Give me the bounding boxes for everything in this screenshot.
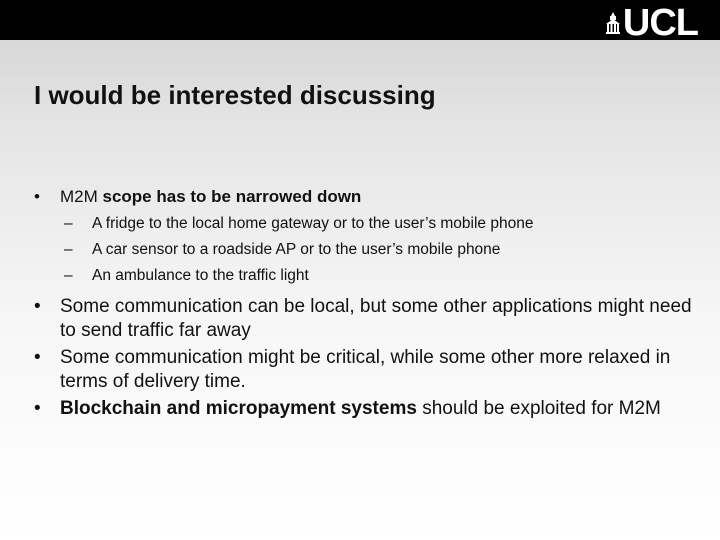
sub-bullet-item bbox=[34, 211, 694, 237]
bullet-marker: • bbox=[34, 296, 41, 317]
sub-bullet-text: A fridge to the local home gateway or to the user’s mobile phone bbox=[92, 215, 534, 232]
ucl-logo bbox=[606, 2, 698, 44]
dash-marker: – bbox=[64, 267, 73, 284]
slide-title: I would be interested discussing bbox=[34, 80, 436, 110]
sub-bullet-item bbox=[34, 263, 694, 289]
sub-bullet-text: A car sensor to a roadside AP or to the user’s mobile phone bbox=[92, 241, 501, 258]
bullet-bold-text: scope has to be narrowed down bbox=[102, 187, 362, 206]
ucl-portico-icon bbox=[606, 12, 620, 34]
bullet-item bbox=[34, 295, 694, 342]
slide-body bbox=[34, 186, 694, 421]
bullet-item bbox=[34, 186, 694, 208]
bullet-text: Some communication can be local, but some other applications might need to send traffic far away bbox=[60, 296, 692, 341]
top-bar bbox=[0, 0, 720, 44]
bullet-marker: • bbox=[34, 187, 40, 206]
bullet-item bbox=[34, 397, 694, 421]
bullet-item bbox=[34, 346, 694, 393]
sub-list bbox=[34, 211, 694, 289]
dash-marker: – bbox=[64, 215, 73, 232]
sub-bullet-text: An ambulance to the traffic light bbox=[92, 267, 309, 284]
bullet-text: should be exploited for M2M bbox=[416, 398, 661, 419]
sub-bullet-item bbox=[34, 237, 694, 263]
bullet-text: Some communication might be critical, while some other more relaxed in terms of delivery time. bbox=[60, 347, 671, 392]
logo-text: UCL bbox=[622, 2, 698, 44]
bullet-bold-text: Blockchain and micropayment systems bbox=[60, 398, 417, 419]
bullet-marker: • bbox=[34, 347, 41, 368]
dash-marker: – bbox=[64, 241, 73, 258]
bullet-text: M2M bbox=[60, 187, 103, 206]
bullet-marker: • bbox=[34, 398, 41, 419]
